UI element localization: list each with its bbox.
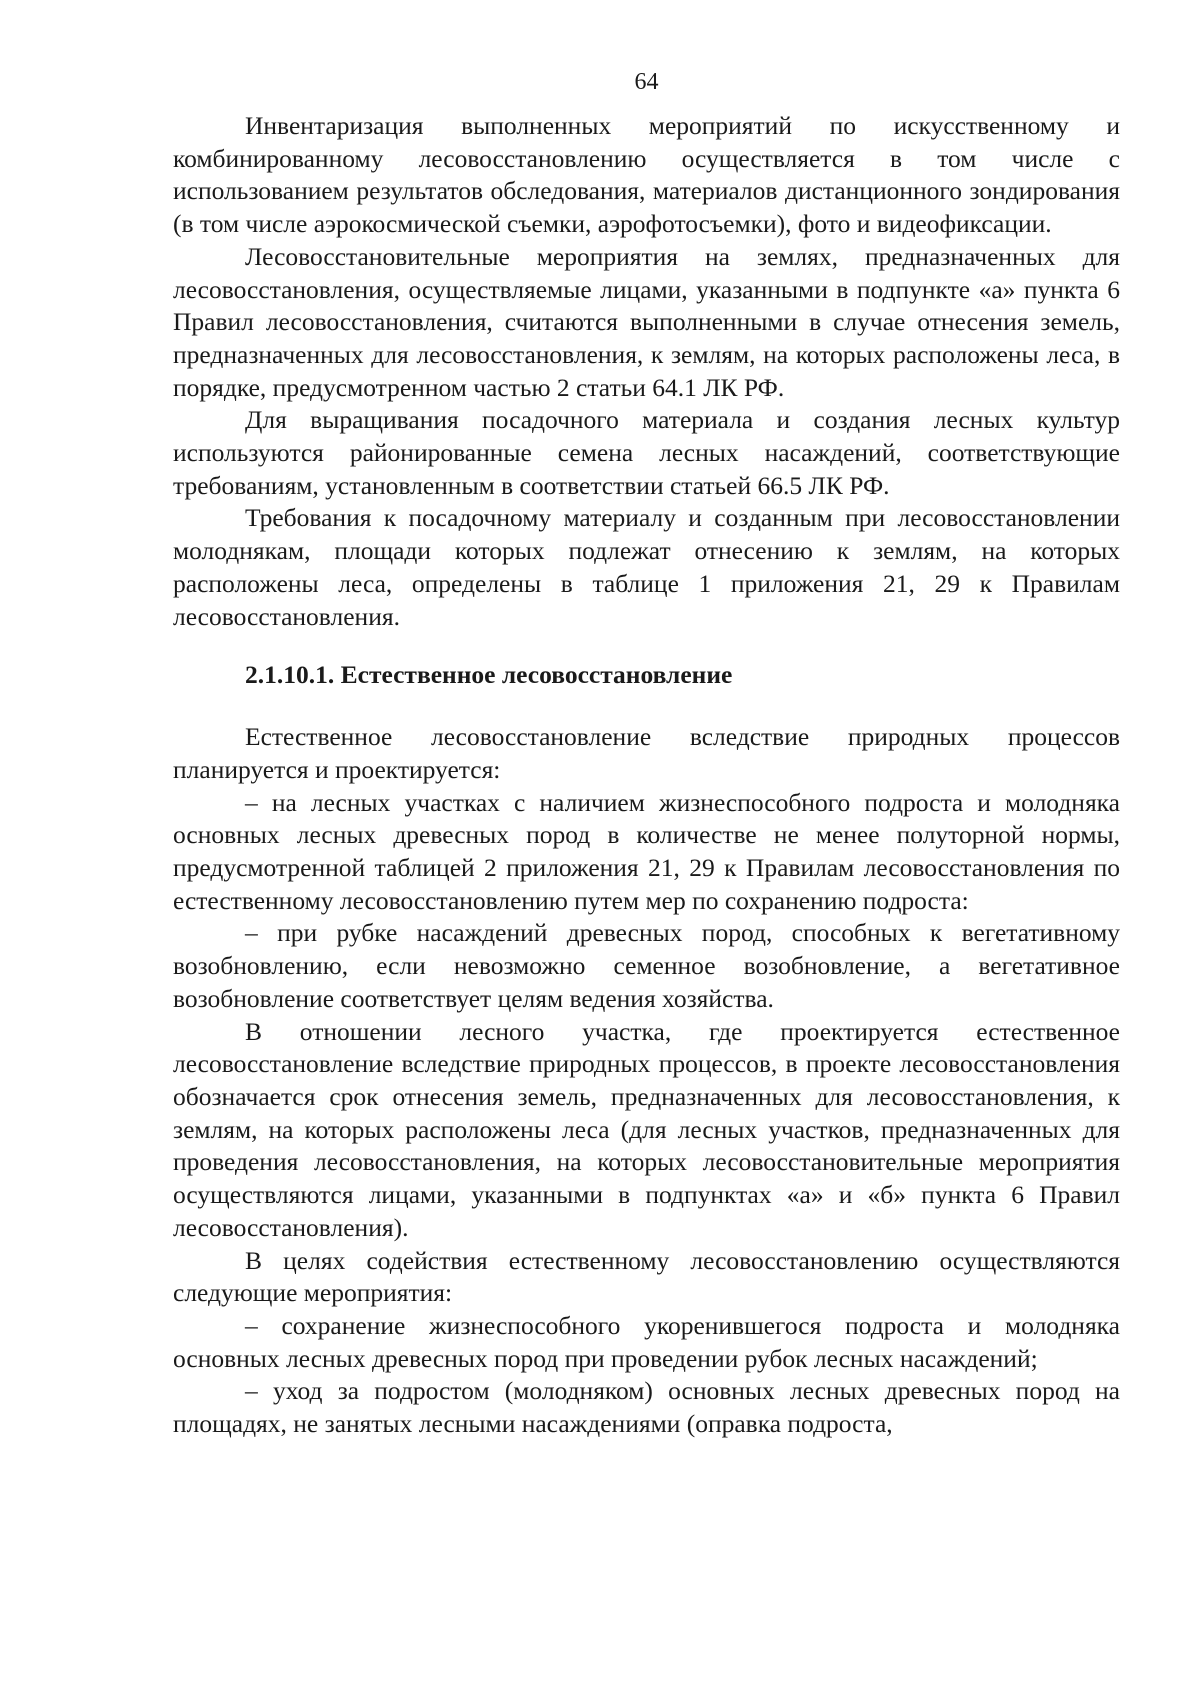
paragraph-reforestation-measures: Лесовосстановительные мероприятия на землях, предназначенных для лесовосстановления, осуществляемые лицами, указанными в подпункте «а» пункта 6 Правил лесовосстановления, считаются выполненными в случае отнесения земель, предназначенных для лесовосстановления, к землям, на которых расположены леса, в порядке, предусмотренном частью 2 статьи 64.1 ЛК РФ. <box>173 241 1120 402</box>
paragraph-natural-intro: Естественное лесовосстановление вследствие природных процессов планируется и проектируется: <box>173 722 1120 784</box>
paragraph-requirements: Требования к посадочному материалу и созданным при лесовосстановлении молоднякам, площади которых подлежат отнесению к землям, на которых расположены леса, определены в таблице 1 приложения 21, 29 к Правилам лесовосстановления. <box>173 503 1120 631</box>
page-number: 64 <box>634 69 659 95</box>
paragraph-assistance-intro: В целях содействия естественному лесовосстановлению осуществляются следующие мероприятия: <box>173 1245 1120 1308</box>
section-heading: 2.1.10.1. Естественное лесовосстановление <box>245 660 733 690</box>
list-item-care: – уход за подростом (молодняком) основных лесных древесных пород на площадях, не занятых лесными насаждениями (оправка подроста, <box>173 1376 1120 1439</box>
list-item-vegetative: – при рубке насаждений древесных пород, способных к вегетативному возобновлению, если невозможно семенное возобновление, а вегетативное возобновление соответствует целям ведения хозяйства. <box>173 918 1120 1013</box>
paragraph-inventory: Инвентаризация выполненных мероприятий по искусственному и комбинированному лесовосстановлению осуществляется в том числе с использованием результатов обследования, материалов дистанционного зондирования (в том числе аэрокосмической съемки, аэрофотосъемки), фото и видеофиксации. <box>173 111 1120 239</box>
paragraph-forest-plot: В отношении лесного участка, где проектируется естественное лесовосстановление вследствие природных процессов, в проекте лесовосстановления обозначается срок отнесения земель, предназначенных для лесовосстановления, к землям, на которых расположены леса (для лесных участков, предназначенных для проведения лесовосстановления, на которых лесовосстановительные мероприятия осуществляются лицами, указанными в подпунктах «а» и «б» пункта 6 Правил лесовосстановления). <box>173 1016 1120 1242</box>
paragraph-planting-material: Для выращивания посадочного материала и создания лесных культур используются районированные семена лесных насаждений, соответствующие требованиям, установленным в соответствии статьей 66.5 ЛК РФ. <box>173 405 1120 500</box>
list-item-preservation: – сохранение жизнеспособного укоренившегося подроста и молодняка основных лесных древесных пород при проведении рубок лесных насаждений; <box>173 1310 1120 1373</box>
list-item-undergrowth: – на лесных участках с наличием жизнеспособного подроста и молодняка основных лесных древесных пород в количестве не менее полуторной нормы, предусмотренной таблицей 2 приложения 21, 29 к Правилам лесовосстановления по естественному лесовосстановлению путем мер по сохранению подроста: <box>173 787 1120 915</box>
document-page <box>173 66 1120 1441</box>
